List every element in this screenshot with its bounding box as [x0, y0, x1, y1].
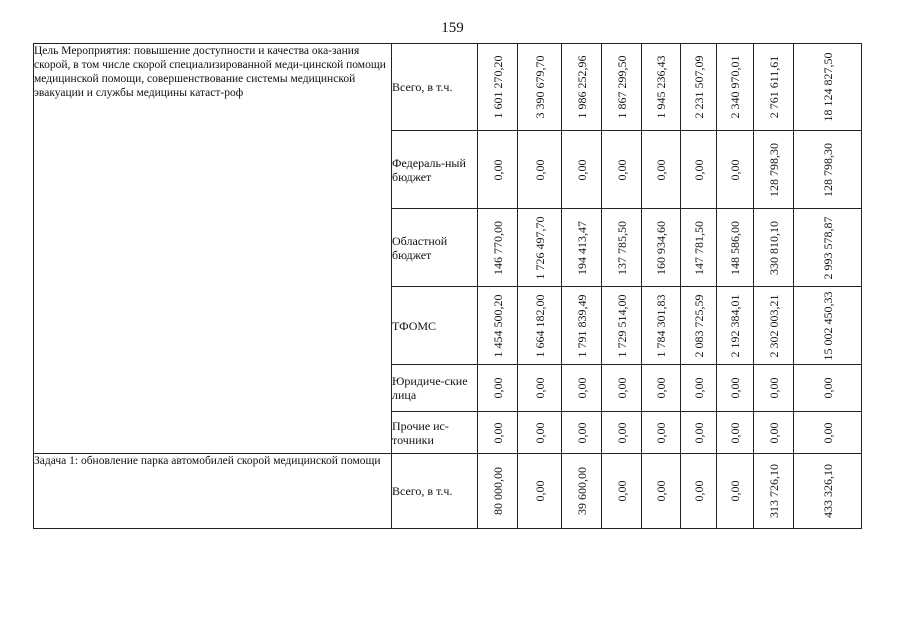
amount-value: 137 785,50: [614, 220, 629, 275]
amount-cell: [518, 454, 562, 529]
amount-value: 0,00: [614, 377, 629, 399]
amount-value: 0,00: [654, 422, 668, 443]
amount-cell: [602, 287, 642, 365]
amount-cell: [717, 44, 754, 131]
amount-cell: [642, 412, 681, 454]
amount-cell: [642, 287, 681, 365]
amount-value: 0,00: [728, 159, 742, 180]
amount-cell: [518, 209, 562, 287]
funding-source-label: ТФОМС: [392, 287, 478, 365]
amount-value: 0,00: [654, 377, 668, 399]
amount-value: 330 810,10: [766, 220, 781, 275]
funding-source-label: Областной бюджет: [392, 209, 478, 287]
amount-cell: [794, 365, 862, 412]
amount-cell: [562, 454, 602, 529]
amount-value: 0,00: [820, 422, 835, 443]
amount-value: 0,00: [654, 159, 668, 180]
amount-value: 0,00: [728, 480, 742, 502]
amount-cell: [717, 209, 754, 287]
amount-value: 128 798,30: [766, 142, 781, 197]
amount-cell: [717, 412, 754, 454]
amount-value: 160 934,60: [654, 220, 668, 275]
amount-cell: [681, 287, 717, 365]
amount-cell: [562, 131, 602, 209]
amount-value: 0,00: [574, 159, 589, 180]
amount-cell: [518, 412, 562, 454]
amount-cell: [562, 365, 602, 412]
amount-cell: [754, 365, 794, 412]
amount-cell: [642, 454, 681, 529]
amount-cell: [754, 131, 794, 209]
amount-value: 1 454 500,20: [490, 294, 505, 357]
amount-cell: [754, 412, 794, 454]
amount-cell: [518, 131, 562, 209]
amount-cell: [794, 209, 862, 287]
amount-value: 128 798,30: [820, 142, 835, 197]
amount-cell: [642, 365, 681, 412]
amount-cell: [602, 209, 642, 287]
amount-cell: [717, 365, 754, 412]
amount-value: 0,00: [614, 480, 629, 502]
amount-value: 0,00: [766, 377, 781, 399]
amount-value: 39 600,00: [574, 467, 589, 515]
amount-value: 2 083 725,59: [691, 294, 706, 357]
amount-cell: [602, 412, 642, 454]
amount-cell: [518, 287, 562, 365]
amount-cell: [642, 44, 681, 131]
amount-value: 0,00: [532, 480, 547, 502]
amount-value: 1 791 839,49: [574, 294, 589, 357]
amount-cell: [562, 287, 602, 365]
amount-value: 0,00: [691, 377, 706, 399]
amount-value: 1 945 236,43: [654, 55, 668, 119]
amount-cell: [642, 131, 681, 209]
amount-cell: [602, 44, 642, 131]
amount-cell: [681, 209, 717, 287]
funding-source-label: Прочие ис-точники: [392, 412, 478, 454]
amount-value: 433 326,10: [820, 464, 835, 518]
amount-value: 0,00: [691, 480, 706, 502]
amount-cell: [518, 365, 562, 412]
amount-cell: [794, 131, 862, 209]
amount-value: 0,00: [820, 377, 835, 399]
budget-table: [33, 43, 862, 529]
amount-value: 1 664 182,00: [532, 294, 547, 357]
amount-cell: [602, 365, 642, 412]
amount-cell: [681, 365, 717, 412]
amount-value: 0,00: [532, 422, 547, 443]
amount-value: 2 302 003,21: [766, 294, 781, 357]
amount-cell: [681, 454, 717, 529]
amount-cell: [717, 454, 754, 529]
amount-value: 0,00: [614, 159, 629, 180]
amount-value: 313 726,10: [766, 464, 781, 518]
amount-cell: [794, 44, 862, 131]
amount-value: 0,00: [728, 422, 742, 443]
amount-value: 2 192 384,01: [728, 294, 742, 357]
amount-cell: [681, 412, 717, 454]
amount-value: 1 986 252,96: [574, 55, 589, 119]
amount-cell: [642, 209, 681, 287]
amount-value: 148 586,00: [728, 220, 742, 275]
amount-cell: [754, 44, 794, 131]
amount-value: 1 601 270,20: [490, 55, 505, 119]
amount-value: 0,00: [614, 422, 629, 443]
amount-value: 1 726 497,70: [532, 216, 547, 279]
amount-cell: [602, 131, 642, 209]
amount-value: 0,00: [766, 422, 781, 443]
amount-value: 0,00: [532, 159, 547, 180]
funding-source-label: Всего, в т.ч.: [392, 454, 478, 529]
amount-cell: [562, 412, 602, 454]
amount-cell: [754, 287, 794, 365]
amount-cell: [562, 209, 602, 287]
amount-value: 0,00: [490, 159, 505, 180]
amount-cell: [562, 44, 602, 131]
amount-value: 15 002 450,33: [820, 291, 835, 360]
amount-cell: [478, 131, 518, 209]
task-description: Задача 1: обновление парка автомобилей скорой медицинской помощи: [34, 454, 392, 529]
table-row: [34, 44, 862, 131]
amount-value: 0,00: [574, 422, 589, 443]
amount-cell: [681, 131, 717, 209]
amount-cell: [794, 454, 862, 529]
goal-description: Цель Мероприятия: повышение доступности и качества ока-зания скорой, в том числе скорой специализированной меди-цинской помощи медицинской помощи, совершенствование системы медицинской эвакуации и службы медицины катаст-роф: [34, 44, 392, 454]
amount-value: 3 390 679,70: [532, 55, 547, 119]
amount-value: 2 761 611,61: [766, 55, 781, 119]
amount-value: 0,00: [728, 377, 742, 399]
amount-value: 147 781,50: [691, 220, 706, 275]
amount-value: 0,00: [654, 480, 668, 502]
amount-cell: [717, 131, 754, 209]
funding-source-label: Федераль-ный бюджет: [392, 131, 478, 209]
amount-cell: [602, 454, 642, 529]
amount-cell: [478, 412, 518, 454]
amount-cell: [478, 44, 518, 131]
amount-cell: [518, 44, 562, 131]
amount-cell: [754, 454, 794, 529]
amount-cell: [478, 209, 518, 287]
amount-cell: [478, 287, 518, 365]
amount-value: 80 000,00: [490, 467, 505, 515]
funding-source-label: Юридиче-ские лица: [392, 365, 478, 412]
amount-value: 1 867 299,50: [614, 55, 629, 119]
amount-value: 146 770,00: [490, 220, 505, 275]
amount-value: 0,00: [532, 377, 547, 399]
amount-cell: [794, 412, 862, 454]
amount-value: 0,00: [691, 422, 706, 443]
amount-value: 1 784 301,83: [654, 294, 668, 357]
amount-cell: [717, 287, 754, 365]
amount-value: 2 231 507,09: [691, 55, 706, 119]
amount-value: 2 340 970,01: [728, 55, 742, 119]
amount-cell: [478, 454, 518, 529]
funding-source-label: Всего, в т.ч.: [392, 44, 478, 131]
amount-value: 194 413,47: [574, 220, 589, 275]
amount-value: 0,00: [574, 377, 589, 399]
amount-value: 0,00: [691, 159, 706, 180]
amount-value: 0,00: [490, 377, 505, 399]
amount-value: 1 729 514,00: [614, 294, 629, 357]
amount-cell: [681, 44, 717, 131]
table-row: [34, 454, 862, 529]
page-number: 159: [441, 20, 464, 36]
amount-cell: [754, 209, 794, 287]
amount-value: 18 124 827,50: [820, 52, 835, 122]
amount-value: 0,00: [490, 422, 505, 443]
amount-cell: [794, 287, 862, 365]
amount-cell: [478, 365, 518, 412]
amount-value: 2 993 578,87: [820, 216, 835, 279]
